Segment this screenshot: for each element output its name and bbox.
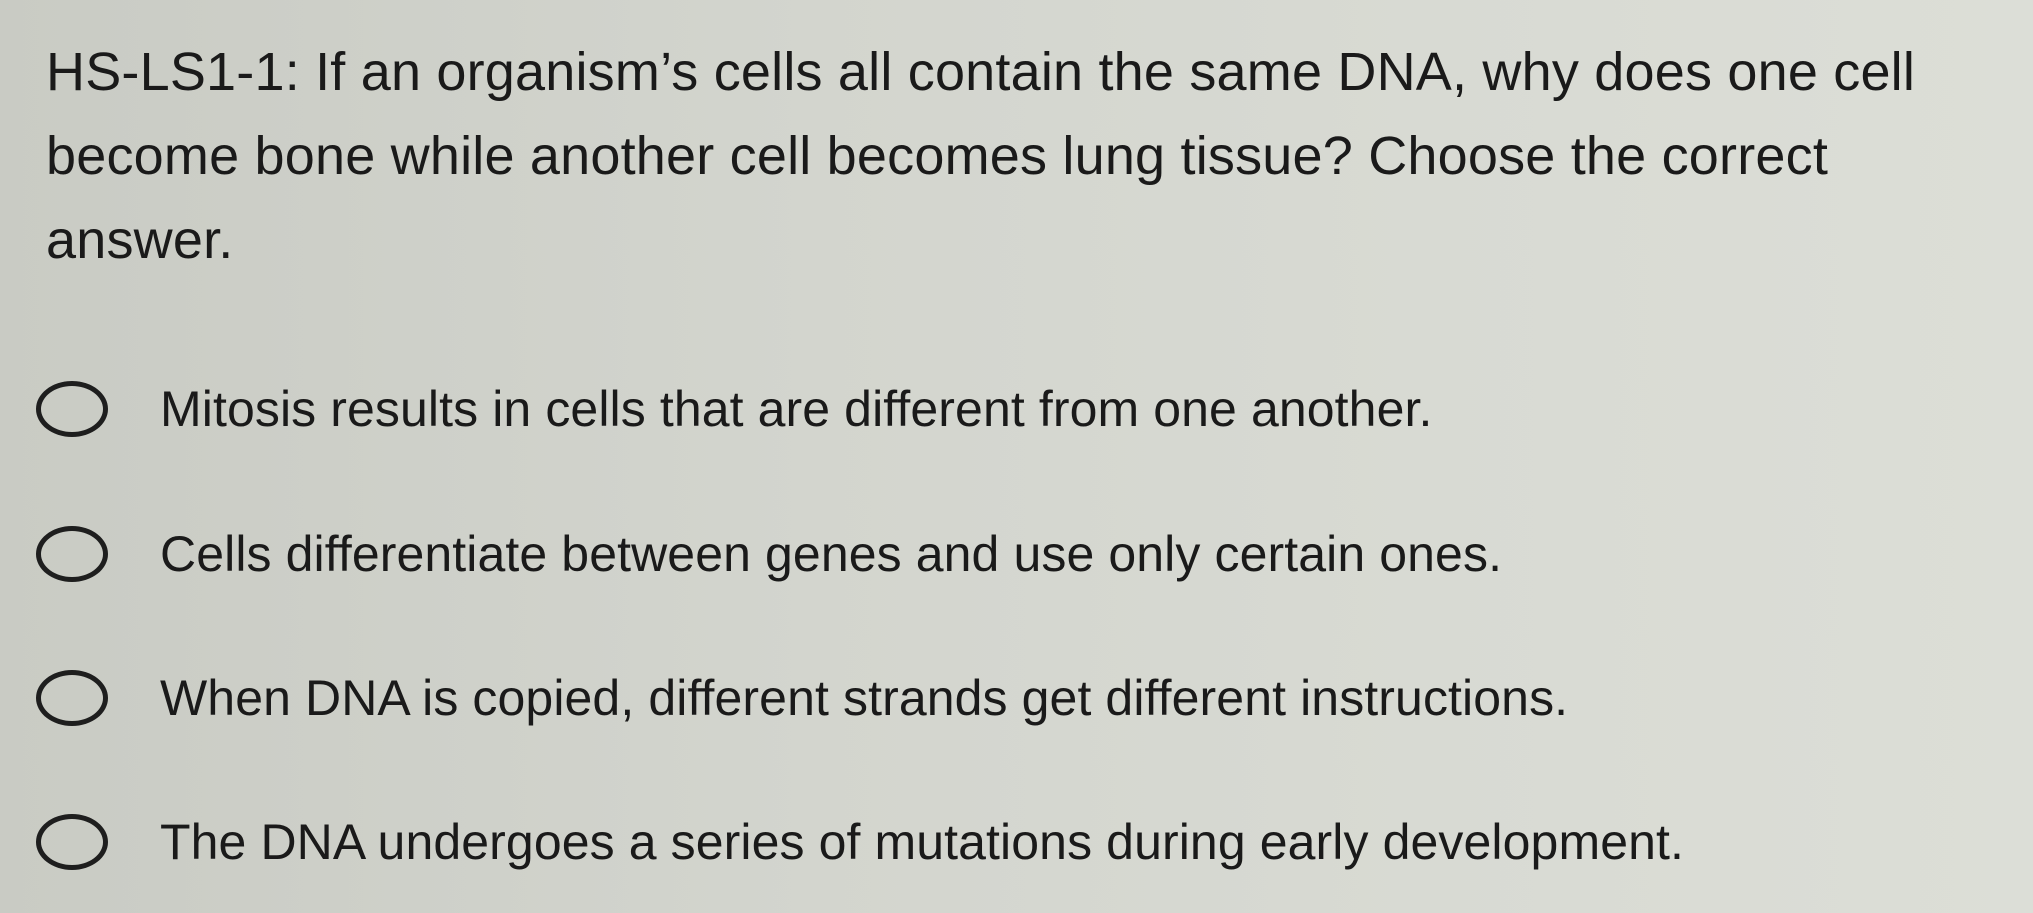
answer-option-label: The DNA undergoes a series of mutations during early development.	[160, 814, 1685, 870]
radio-button-icon[interactable]	[36, 381, 108, 437]
radio-button-icon[interactable]	[36, 526, 108, 582]
answer-option-label: Mitosis results in cells that are different from one another.	[160, 381, 1433, 437]
answer-option-4[interactable]	[36, 797, 1936, 887]
answer-option-3[interactable]	[36, 653, 1936, 743]
answer-option-2[interactable]	[36, 509, 1936, 599]
radio-button-icon[interactable]	[36, 814, 108, 870]
answer-option-1[interactable]	[36, 364, 1936, 454]
answer-option-label: When DNA is copied, different strands get different instructions.	[160, 670, 1569, 726]
radio-button-icon[interactable]	[36, 670, 108, 726]
answer-option-label: Cells differentiate between genes and use only certain ones.	[160, 526, 1503, 582]
question-text: HS-LS1-1: If an organism’s cells all contain the same DNA, why does one cell become bone while another cell becomes lung tissue? Choose the correct answer.	[46, 42, 1916, 270]
